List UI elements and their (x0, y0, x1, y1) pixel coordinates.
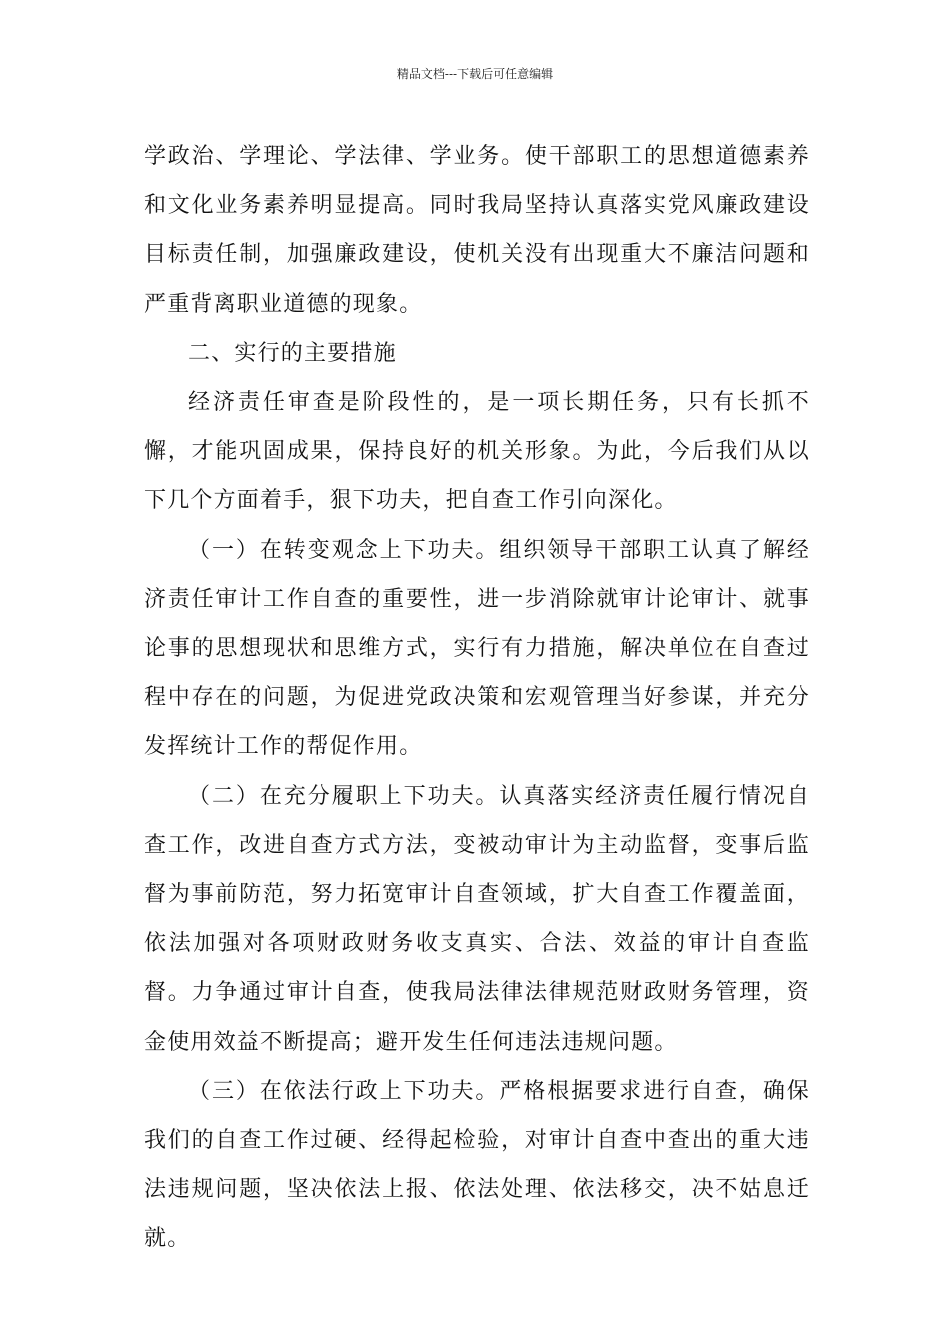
paragraph: 经济责任审查是阶段性的，是一项长期任务，只有长抓不懈，才能巩固成果，保持良好的机关形象。为此，今后我们从以下几个方面着手，狠下功夫，把自查工作引向深化。 (144, 390, 810, 514)
paragraph-item-3: （三）在依法行政上下功夫。严格根据要求进行自查，确保我们的自查工作过硬、经得起检验，对审计自查中查出的重大违法违规问题，坚决依法上报、依法处理、依法移交，决不姑息迁就。 (144, 1078, 810, 1252)
document-body (144, 132, 810, 1264)
page-header: 精品文档---下载后可任意编辑 (396, 67, 554, 81)
paragraph-item-1: （一）在转变观念上下功夫。组织领导干部职工认真了解经济责任审计工作自查的重要性，进一步消除就审计论审计、就事论事的思想现状和思维方式，实行有力措施，解决单位在自查过程中存在的问题，为促进党政决策和宏观管理当好参谋，并充分发挥统计工作的帮促作用。 (144, 537, 810, 760)
paragraph-continued: 学政治、学理论、学法律、学业务。使干部职工的思想道德素养和文化业务素养明显提高。同时我局坚持认真落实党风廉政建设目标责任制，加强廉政建设，使机关没有出现重大不廉洁问题和严重背离职业道德的现象。 (144, 144, 810, 317)
section-heading: 二、实行的主要措施 (188, 340, 397, 366)
paragraph-item-2: （二）在充分履职上下功夫。认真落实经济责任履行情况自查工作，改进自查方式方法，变被动审计为主动监督，变事后监督为事前防范，努力拓宽审计自查领域，扩大自查工作覆盖面，依法加强对各项财政财务收支真实、合法、效益的审计自查监督。力争通过审计自查，使我局法律法律规范财政财务管理，资金使用效益不断提高；避开发生任何违法违规问题。 (144, 783, 810, 1055)
